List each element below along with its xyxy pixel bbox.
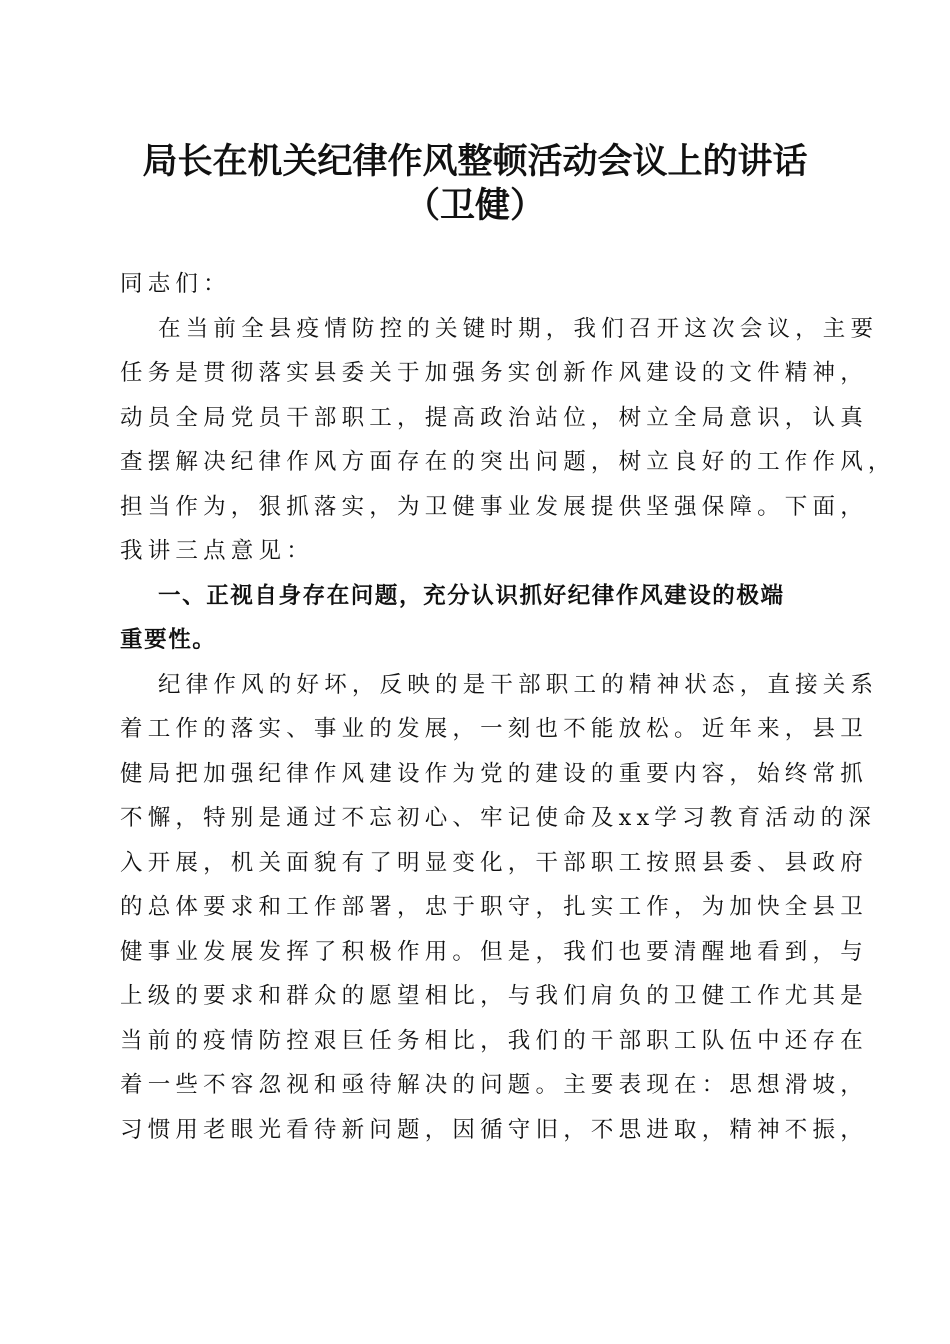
document-body (120, 262, 896, 1152)
paragraph-2-line: 不懈，特别是通过不忘初心、牢记使命及xx学习教育活动的深 (120, 805, 876, 831)
paragraph-2-line: 着工作的落实、事业的发展，一刻也不能放松。近年来，县卫 (120, 716, 868, 742)
document-subtitle: （卫健） (404, 185, 545, 226)
salutation: 同志们： (120, 271, 231, 297)
paragraph-2-line: 着一些不容忽视和亟待解决的问题。主要表现在：思想滑坡， (120, 1072, 868, 1098)
paragraph-1-line: 我讲三点意见： (120, 538, 314, 564)
paragraph-2-line: 健事业发展发挥了积极作用。但是，我们也要清醒地看到，与 (120, 938, 868, 965)
paragraph-2-line: 习惯用老眼光看待新问题，因循守旧，不思进取，精神不振， (120, 1116, 868, 1143)
paragraph-1-line: 任务是贯彻落实县委关于加强务实创新作风建设的文件精神， (120, 360, 868, 386)
paragraph-2-line: 健局把加强纪律作风建设作为党的建设的重要内容，始终常抓 (120, 760, 868, 787)
paragraph-1-line: 在当前全县疫情防控的关键时期，我们召开这次会议，主要 (158, 315, 879, 342)
paragraph-2-line: 入开展，机关面貌有了明显变化，干部职工按照县委、县政府 (120, 849, 868, 876)
paragraph-2-line: 当前的疫情防控艰巨任务相比，我们的干部职工队伍中还存在 (120, 1027, 868, 1054)
paragraph-2-line: 的总体要求和工作部署，忠于职守，扎实工作，为加快全县卫 (120, 894, 868, 920)
paragraph-1-line: 动员全局党员干部职工，提高政治站位，树立全局意识，认真 (120, 404, 868, 431)
paragraph-1-line: 担当作为，狠抓落实，为卫健事业发展提供坚强保障。下面， (120, 493, 868, 520)
document-title: 局长在机关纪律作风整顿活动会议上的讲话 (142, 141, 808, 182)
section-heading-1: 一、正视自身存在问题，充分认识抓好纪律作风建设的极端 (158, 582, 785, 609)
paragraph-2-line: 纪律作风的好坏，反映的是干部职工的精神状态，直接关系 (158, 671, 879, 698)
section-heading-1: 重要性。 (120, 627, 217, 653)
paragraph-2-line: 上级的要求和群众的愿望相比，与我们肩负的卫健工作尤其是 (120, 983, 868, 1009)
paragraph-1-line: 查摆解决纪律作风方面存在的突出问题，树立良好的工作作风， (120, 449, 896, 475)
